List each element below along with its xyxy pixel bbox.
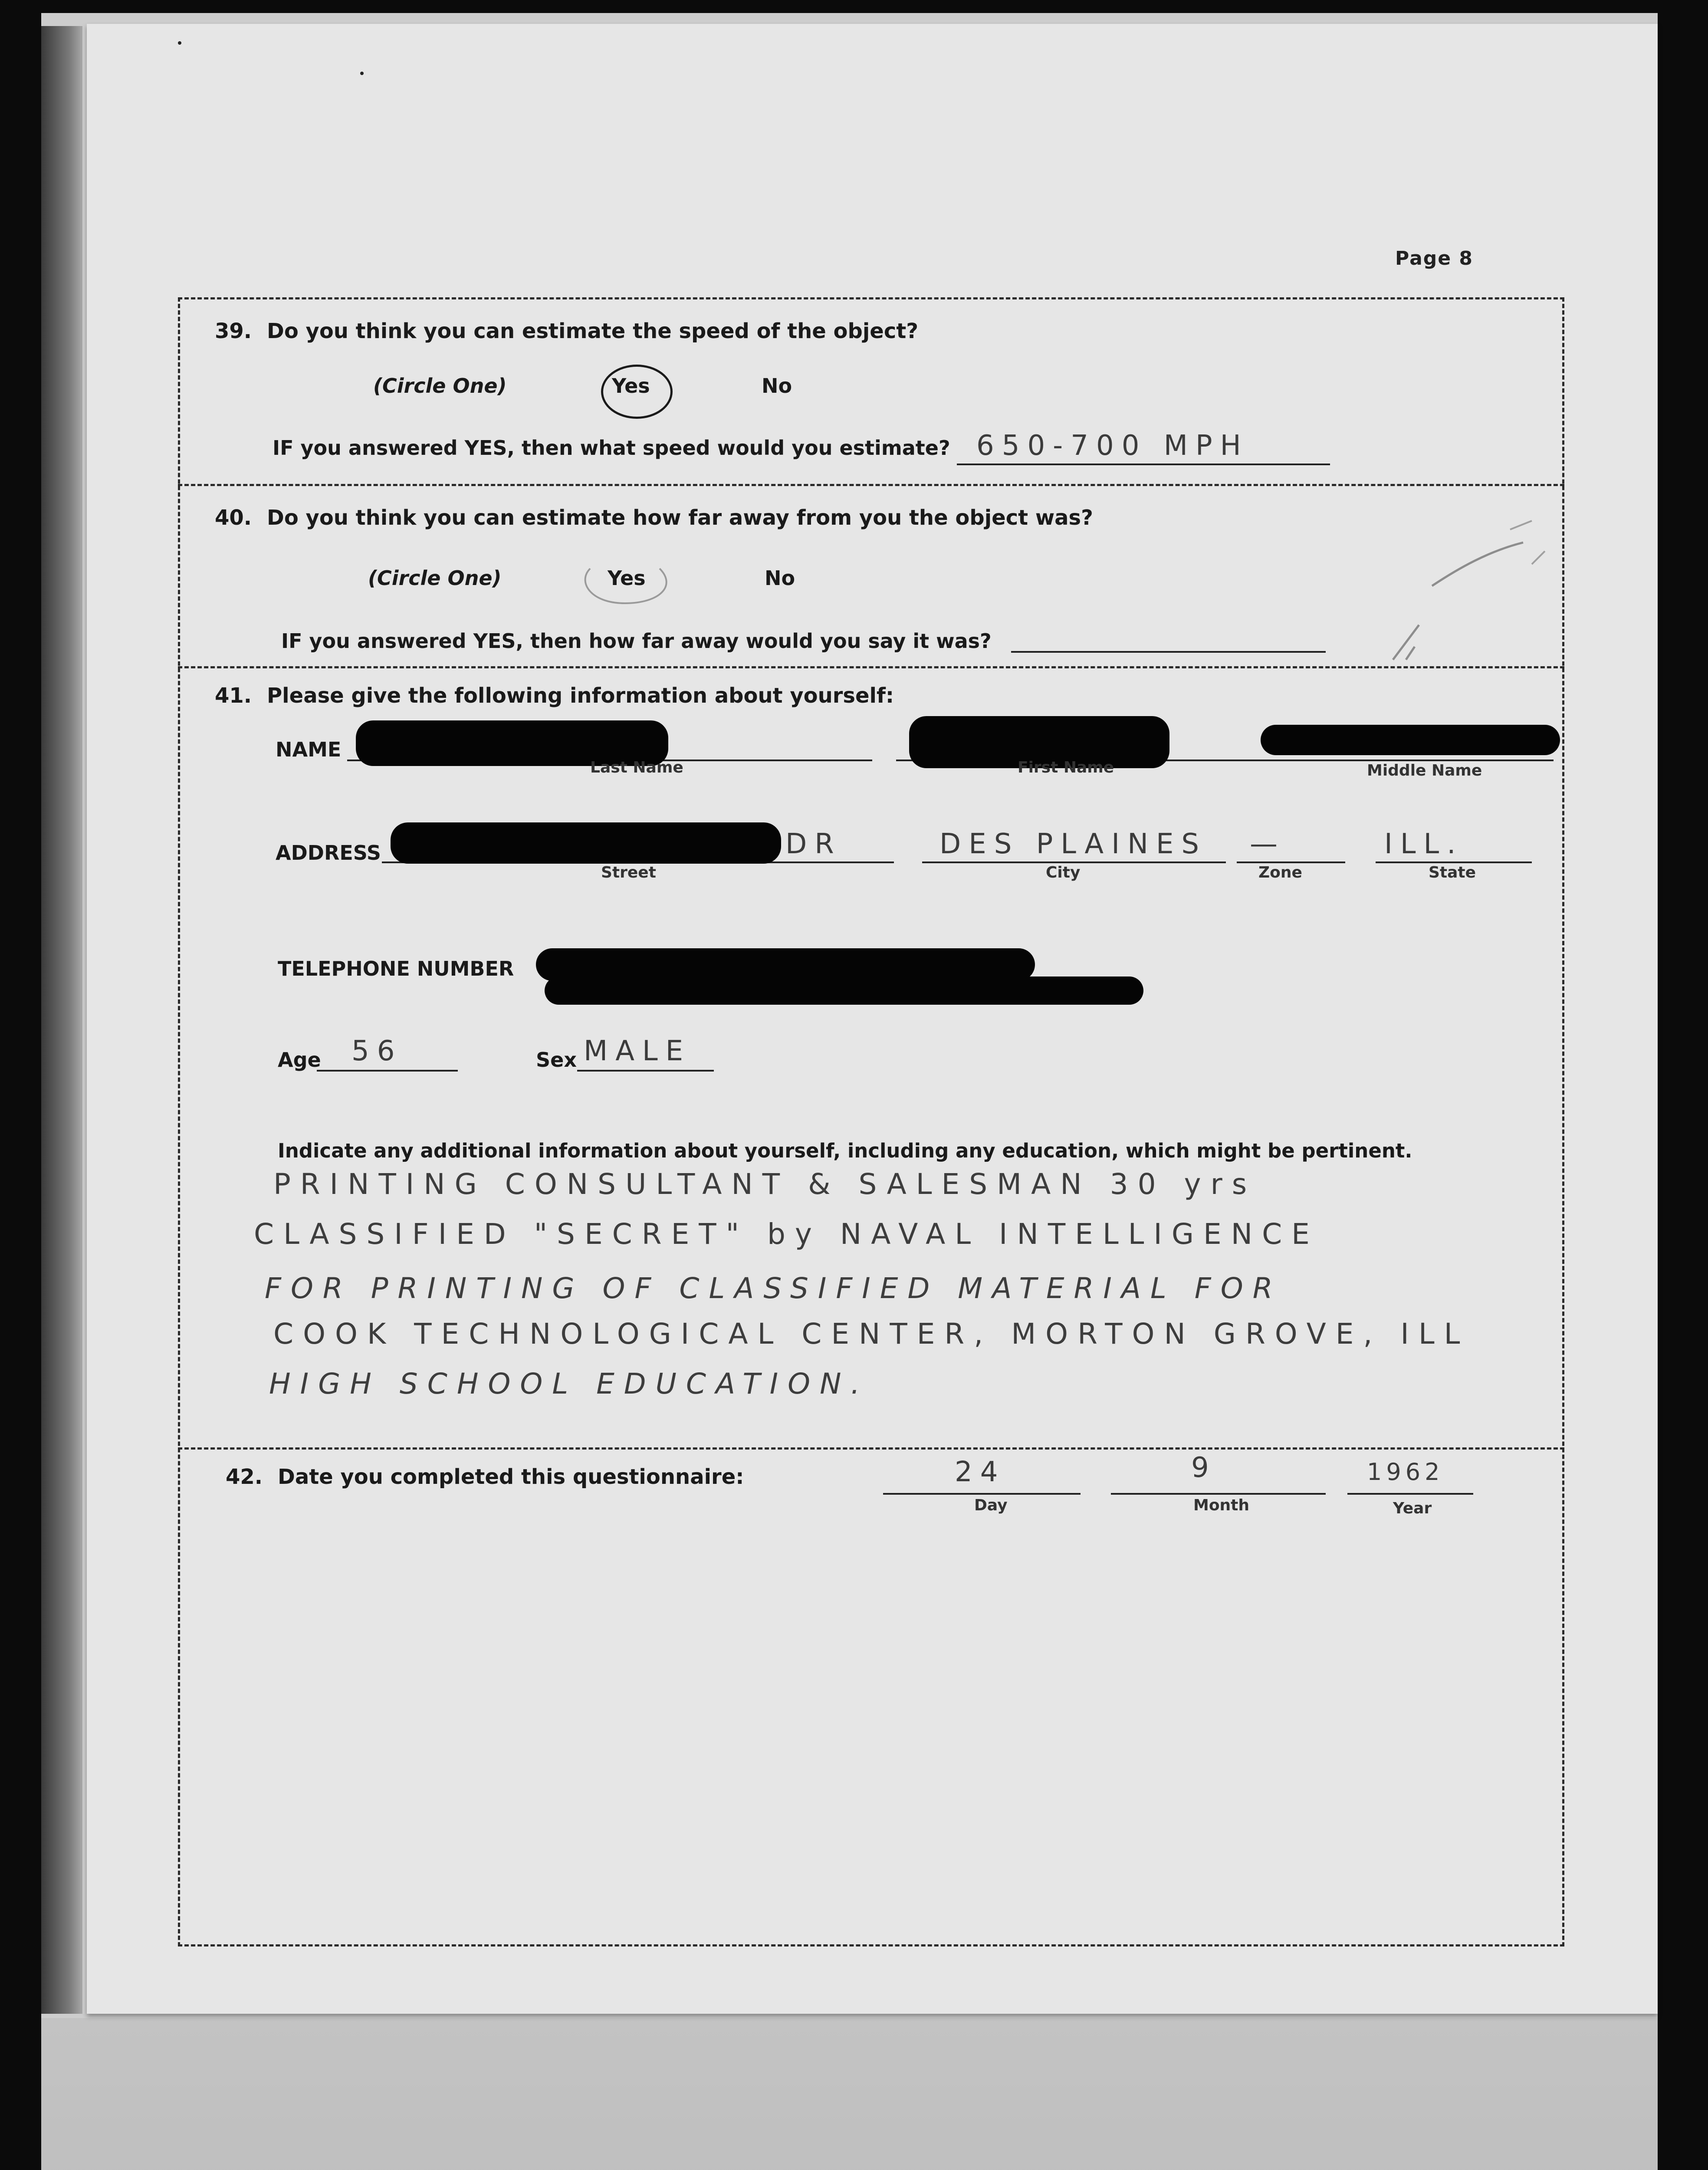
city-caption: City [1046,864,1081,881]
additional-line-1: PRINTING CONSULTANT & SALESMAN 30 yrs [273,1167,1257,1201]
name-label: NAME [276,738,342,761]
q42-text: Date you completed this questionnaire: [278,1465,744,1489]
sex-label: Sex [536,1048,577,1072]
page-number: Page 8 [1395,247,1474,270]
month-caption: Month [1193,1496,1250,1514]
divider-40-41 [178,666,1564,668]
additional-line-4: COOK TECHNOLOGICAL CENTER, MORTON GROVE, ILL [273,1317,1470,1351]
form-border [178,297,1564,1946]
sex-value[interactable]: MALE [584,1035,691,1067]
q39-answer[interactable]: 650-700 MPH [976,430,1249,462]
q39-no-option[interactable]: No [762,374,792,398]
first-name-caption: First Name [1018,759,1114,776]
age-value[interactable]: 56 [351,1035,403,1067]
q39-circle-label: (Circle One) [373,374,507,398]
age-line[interactable] [317,1070,458,1072]
q40-answer-line[interactable] [1011,651,1326,653]
additional-line-3: FOR PRINTING OF CLASSIFIED MATERIAL FOR [265,1272,1282,1305]
q42-question [226,1465,744,1489]
city-line[interactable] [922,861,1226,863]
day-value[interactable]: 24 [955,1456,1006,1488]
year-line[interactable] [1347,1493,1473,1495]
additional-line-5: HIGH SCHOOL EDUCATION. [269,1367,870,1401]
pencil-tick-mark [1367,516,1584,673]
zone-line[interactable] [1237,861,1345,863]
additional-line-2: CLASSIFIED "SECRET" by NAVAL INTELLIGENCE [254,1217,1319,1251]
redaction-telephone [536,948,1035,981]
q40-circle-label: (Circle One) [368,566,502,590]
q40-followup: IF you answered YES, then how far away would you say it was? [281,629,992,653]
q42-number: 42. [226,1465,263,1489]
page-edge-shadow [41,26,82,2014]
month-line[interactable] [1111,1493,1326,1495]
last-name-caption: Last Name [590,759,683,776]
redaction-middle-name [1261,725,1560,755]
state-value[interactable]: ILL. [1384,828,1464,860]
q39-followup: IF you answered YES, then what speed would you estimate? [273,436,950,460]
sex-line[interactable] [577,1070,714,1072]
year-value[interactable]: 1962 [1367,1458,1444,1486]
q39-text: Do you think you can estimate the speed of the object? [267,319,919,343]
q40-no-option[interactable]: No [765,566,795,590]
additional-info-prompt: Indicate any additional information about yourself, including any education, which might be pertinent. [278,1139,1412,1162]
street-caption: Street [601,864,656,881]
q41-question [215,684,894,708]
day-caption: Day [974,1496,1008,1514]
q39-question [215,319,918,343]
q41-text: Please give the following information about yourself: [267,684,894,708]
redaction-street [391,822,781,864]
middle-name-line[interactable] [1258,760,1554,761]
q40-question [215,506,1093,530]
q40-number: 40. [215,506,252,530]
divider-41-42 [178,1447,1564,1450]
q40-yes-option[interactable]: Yes [608,566,646,590]
street-value[interactable]: DR [785,828,842,860]
stray-mark [360,72,364,75]
q39-yes-option[interactable]: Yes [612,374,650,398]
city-value[interactable]: DES PLAINES [939,828,1207,860]
film-lower-margin [41,2018,1658,2170]
state-caption: State [1429,864,1476,881]
middle-name-caption: Middle Name [1367,762,1482,779]
zone-caption: Zone [1258,864,1302,881]
telephone-label: TELEPHONE NUMBER [278,957,514,980]
year-caption: Year [1393,1499,1432,1517]
day-line[interactable] [883,1493,1081,1495]
age-label: Age [278,1048,321,1072]
q39-number: 39. [215,319,252,343]
q40-faint-circle [573,551,681,612]
q40-text: Do you think you can estimate how far away from you the object was? [267,506,1093,530]
month-value[interactable]: 9 [1191,1452,1217,1484]
stray-mark [178,41,181,45]
q39-yes-circle [601,365,673,419]
q39-answer-line [957,464,1330,465]
divider-39-40 [178,484,1564,486]
q41-number: 41. [215,684,252,708]
redaction-telephone-2 [545,976,1143,1005]
address-label: ADDRESS [276,841,381,865]
state-line[interactable] [1376,861,1532,863]
zone-value[interactable]: — [1250,828,1285,860]
